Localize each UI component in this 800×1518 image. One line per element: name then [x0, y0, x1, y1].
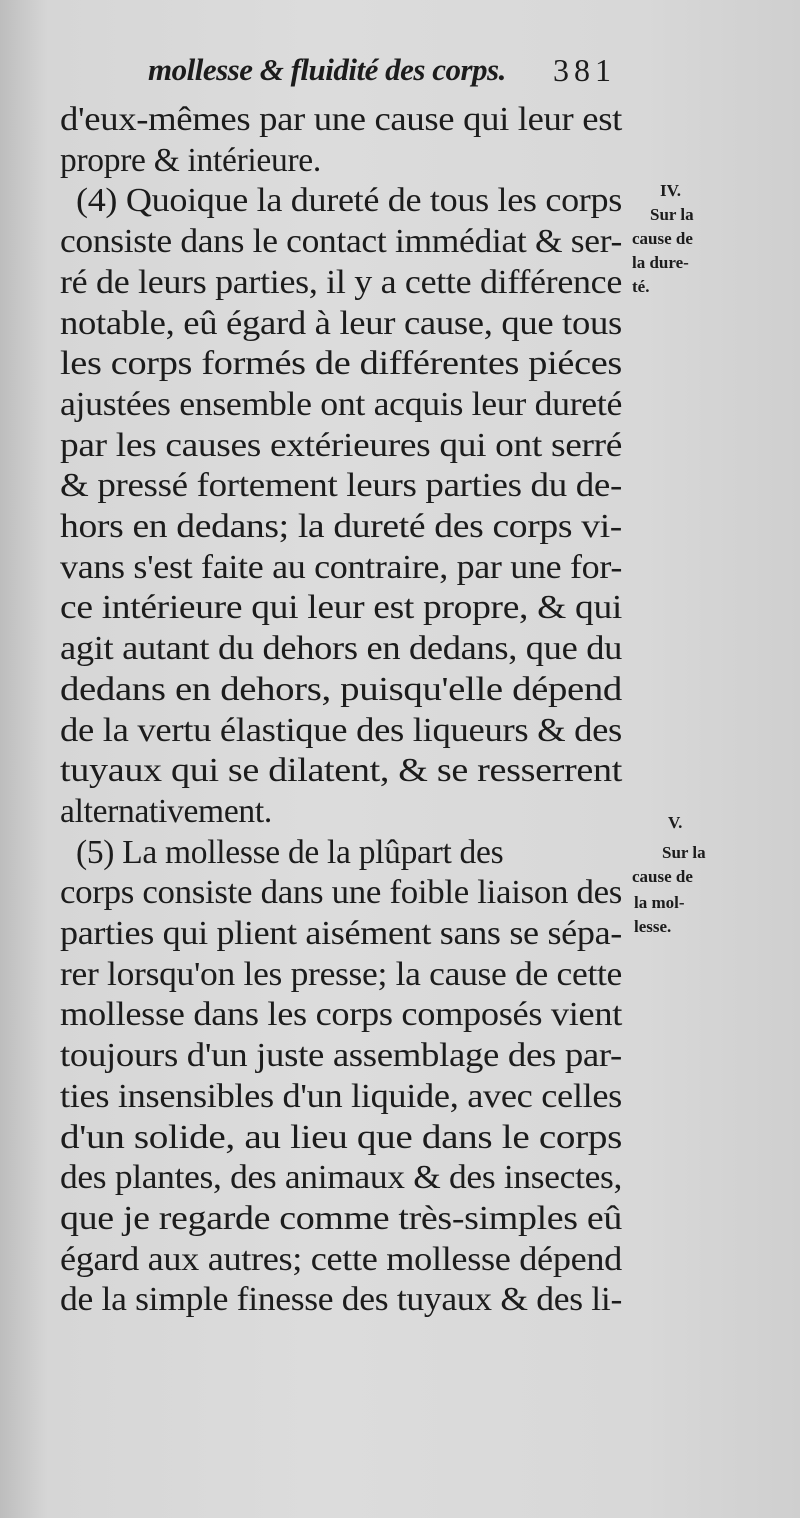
text-line-content: égard aux autres; cette mollesse dépend: [60, 1241, 622, 1278]
text-line: [0, 100, 800, 140]
text-line: [0, 1240, 800, 1280]
text-line-content: vans s'est faite au contraire, par une for-: [60, 549, 623, 586]
text-line: [0, 1158, 800, 1198]
margin-note-numeral: IV.: [660, 181, 681, 200]
text-line: [0, 1199, 800, 1239]
text-line-content: notable, eû égard à leur cause, que tous: [60, 305, 622, 342]
margin-note-line: lesse.: [634, 917, 672, 936]
margin-note-numeral: V.: [668, 813, 683, 832]
margin-note-line: Sur la: [650, 205, 694, 224]
margin-note-iv: [632, 180, 732, 310]
text-line-content: les corps formés de différentes piéces: [60, 345, 623, 382]
text-line-content: par les causes extérieures qui ont serré: [60, 427, 622, 464]
text-line: [0, 670, 800, 710]
text-line: [0, 507, 800, 547]
text-line-content: de la vertu élastique des liqueurs & des: [60, 712, 623, 749]
page-number: 381: [553, 52, 616, 88]
text-line-content: rer lorsqu'on les presse; la cause de cette: [60, 956, 623, 993]
text-line-content: tuyaux qui se dilatent, & se resserrent: [60, 752, 622, 789]
text-line-content: que je regarde comme très-simples eû: [60, 1200, 622, 1237]
running-head: [0, 52, 800, 96]
text-line: [0, 466, 800, 506]
text-line: [0, 711, 800, 751]
text-line-content: corps consiste dans une foible liaison des: [60, 874, 623, 911]
margin-note-line: cause de: [632, 229, 693, 248]
margin-note-line: té.: [632, 277, 650, 296]
text-line: [0, 304, 800, 344]
text-line-content: & pressé fortement leurs parties du de-: [60, 467, 623, 504]
text-line-content: ties insensibles d'un liquide, avec celles: [60, 1078, 622, 1115]
text-line-content: des plantes, des animaux & des insectes,: [60, 1159, 623, 1196]
text-line: [0, 141, 800, 181]
margin-note-line: Sur la: [662, 843, 706, 862]
text-line-content: dedans en dehors, puisqu'elle dépend: [60, 671, 622, 708]
text-line-content: mollesse dans les corps composés vient: [60, 996, 622, 1033]
text-line-content: ajustées ensemble ont acquis leur dureté: [60, 386, 622, 423]
text-line: [0, 955, 800, 995]
text-line-content: hors en dedans; la dureté des corps vi-: [60, 508, 622, 545]
margin-note-line: cause de: [632, 867, 693, 886]
running-title: mollesse & fluidité des corps.: [148, 52, 506, 87]
text-line: [0, 995, 800, 1035]
text-line: [0, 751, 800, 791]
text-line-content: consiste dans le contact immédiat & ser-: [60, 223, 623, 260]
text-line-content: (4) Quoique la dureté de tous les corps: [76, 182, 622, 219]
text-line-content: agit autant du dehors en dedans, que du: [60, 630, 622, 667]
text-line: [0, 385, 800, 425]
text-line-content: parties qui plient aisément sans se sépa-: [60, 915, 622, 952]
margin-note-line: la mol-: [634, 893, 685, 912]
text-line: [0, 1118, 800, 1158]
text-line-content: d'un solide, au lieu que dans le corps: [60, 1119, 622, 1156]
text-line-content: toujours d'un juste assemblage des par-: [60, 1037, 622, 1074]
text-line-content: (5) La mollesse de la plûpart des: [76, 834, 504, 871]
text-line-content: propre & intérieure.: [60, 142, 321, 179]
margin-note-v: [632, 812, 732, 942]
text-line: [0, 426, 800, 466]
text-line-content: ré de leurs parties, il y a cette différence: [60, 264, 623, 301]
text-line: [0, 629, 800, 669]
text-line: [0, 548, 800, 588]
text-line-content: d'eux-mêmes par une cause qui leur est: [60, 101, 622, 138]
text-line: [0, 1280, 800, 1320]
text-line: [0, 1036, 800, 1076]
margin-note-line: la dure-: [632, 253, 689, 272]
text-line-content: alternativement.: [60, 793, 272, 830]
text-line: [0, 1077, 800, 1117]
text-line: [0, 588, 800, 628]
text-line-content: ce intérieure qui leur est propre, & qui: [60, 589, 623, 626]
text-line-content: de la simple finesse des tuyaux & des li-: [60, 1281, 622, 1318]
text-line: [0, 344, 800, 384]
